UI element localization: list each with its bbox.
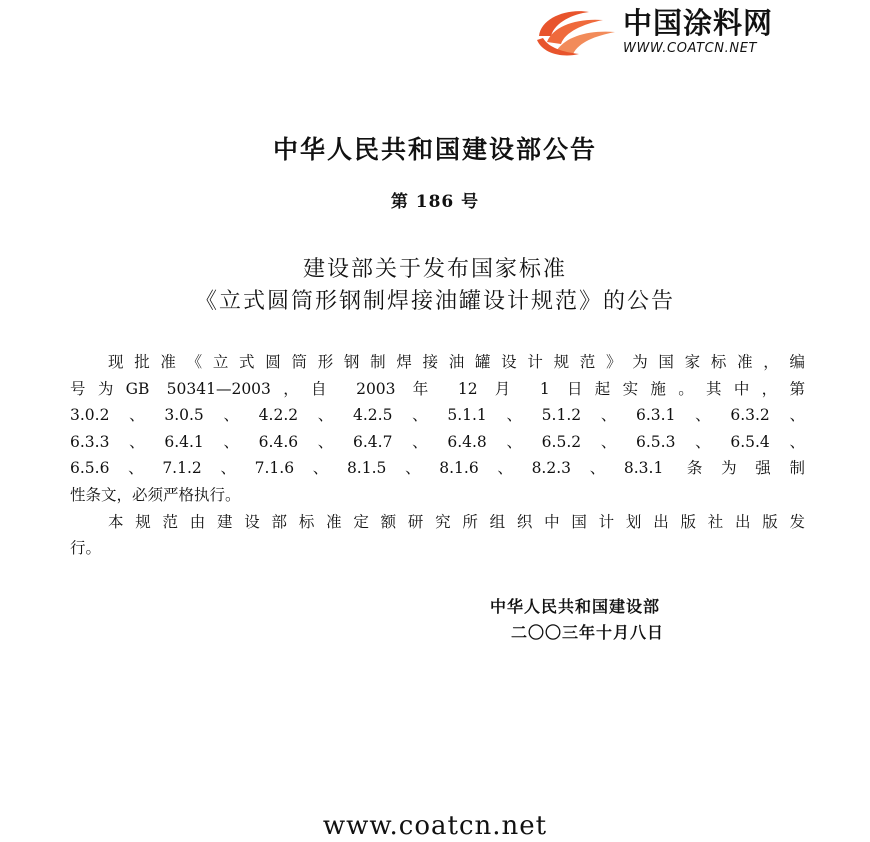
body-line: 3.0.2、3.0.5、4.2.2、4.2.5、5.1.1、5.1.2、6.3.1、6.3.2、 [70,406,805,425]
brand-name: 中国涂料网 [623,6,774,40]
announcement-body [70,349,805,562]
swirl-logo-icon [533,6,617,58]
body-line: 行。 [70,539,102,558]
announcement-subtitle-line1: 建设部关于发布国家标准 [302,257,567,282]
footer-url[interactable]: www.coatcn.net [322,811,548,841]
announcement-number: 第 186 号 [390,192,480,212]
site-watermark-logo [533,6,863,58]
body-line: 本规范由建设部标准定额研究所组织中国计划出版社出版发 [108,512,805,531]
body-line: 号为GB 50341—2003，自 2003 年 12 月 1 日起实施。其中，第 [70,379,805,398]
signature-organization: 中华人民共和国建设部 [490,597,661,616]
body-line: 性条文，必须严格执行。 [70,485,241,504]
body-line: 6.3.3、6.4.1、6.4.6、6.4.7、6.4.8、6.5.2、6.5.3、6.5.4、 [70,432,805,451]
body-line: 现批准《立式圆筒形钢制焊接油罐设计规范》为国家标准，编 [108,353,805,371]
body-line: 6.5.6、7.1.2、7.1.6、8.1.5、8.1.6、8.2.3、8.3.1 条为强制 [70,459,805,478]
announcement-subtitle-line2: 《立式圆筒形钢制焊接油罐设计规范》的公告 [194,289,675,314]
brand-url: WWW.COATCN.NET [623,41,758,56]
signature-date: 二〇〇三年十月八日 [511,623,665,642]
announcement-title: 中华人民共和国建设部公告 [272,135,597,164]
